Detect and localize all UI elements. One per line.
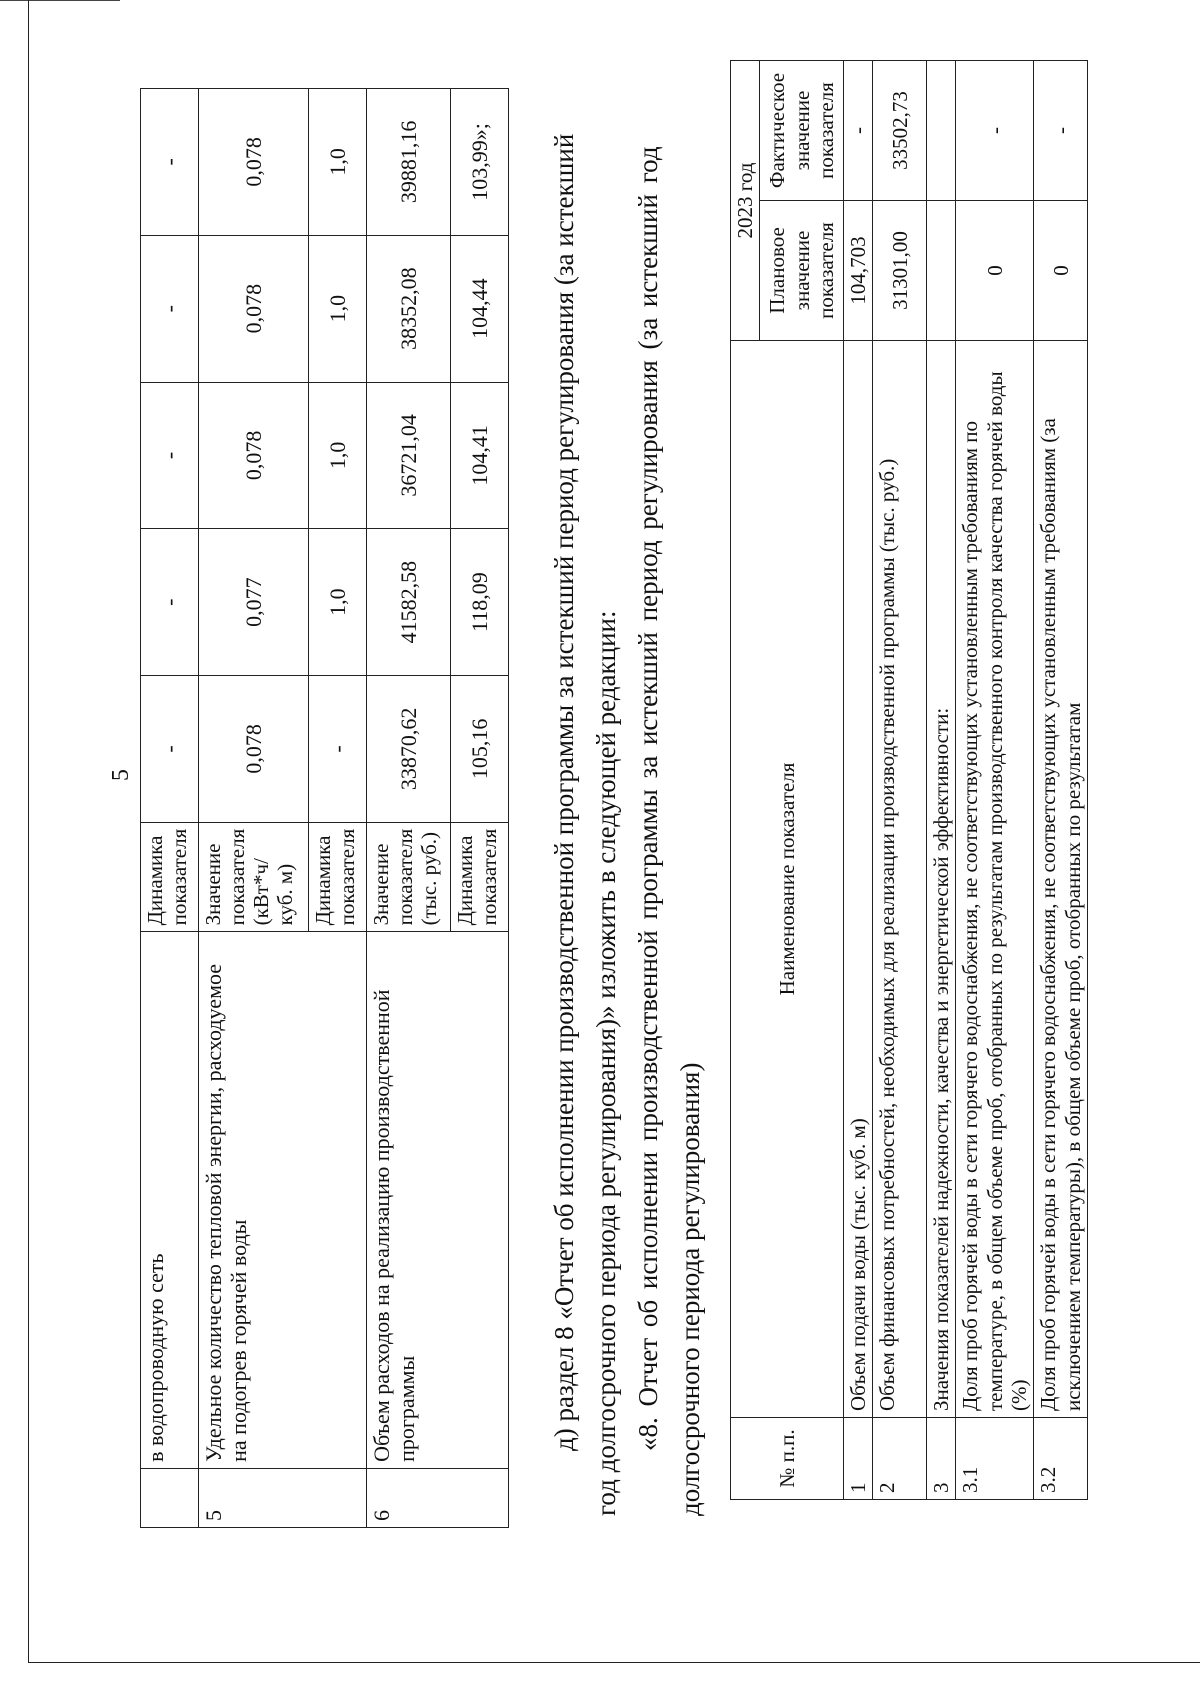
header-plan: Плановое значение показателя — [760, 201, 844, 341]
cell-fact — [927, 61, 956, 201]
cell-value: - — [141, 89, 199, 236]
row-sublabel: Значение показателя (кВт*ч/куб. м) — [199, 822, 309, 932]
cell-fact: - — [956, 61, 1034, 201]
cell-fact: - — [1034, 61, 1088, 201]
cell-plan: 0 — [1034, 201, 1088, 341]
paragraph-section-8-intro: д) раздел 8 «Отчет об исполнении производственной программы за истекший период регулирования (за истекший — [549, 133, 579, 1451]
cell-value: 1,0 — [309, 382, 367, 529]
cell-value: 104,41 — [451, 382, 509, 529]
row-name: Значения показателей надежности, качества и энергетической эффективности: — [927, 340, 956, 1417]
table-row — [141, 89, 199, 1528]
header-name: Наименование показателя — [731, 340, 844, 1417]
row-number: 1 — [844, 1418, 873, 1500]
cell-value: 1,0 — [309, 235, 367, 382]
cell-value: 1,0 — [309, 89, 367, 236]
cell-value: 33870,62 — [367, 676, 451, 823]
table-row — [844, 61, 873, 1500]
table-production-program-report — [730, 60, 1088, 1500]
row-number: 3.1 — [956, 1418, 1034, 1500]
row-sublabel: Значение показателя (тыс. руб.) — [367, 822, 451, 932]
cell-value: 0,078 — [199, 89, 309, 236]
paragraph-section-8-title: «8. Отчет об исполнении производственной программы за истекший период регулирования (за истекший год — [633, 146, 663, 1451]
cell-fact: - — [844, 61, 873, 201]
table-indicators-continued — [140, 88, 509, 1528]
cell-plan: 0 — [956, 201, 1034, 341]
header-year: 2023 год — [731, 61, 760, 341]
row-sublabel: Динамика показателя — [141, 822, 199, 932]
cell-value: 103,99»; — [451, 89, 509, 236]
cell-value: 118,09 — [451, 529, 509, 676]
cell-value: 38352,08 — [367, 235, 451, 382]
row-sublabel: Динамика показателя — [309, 822, 367, 932]
row-name: Объем финансовых потребностей, необходимых для реализации производственной программы (тыс. руб.) — [873, 340, 927, 1417]
header-num: № п.п. — [731, 1418, 844, 1500]
cell-fact: 33502,73 — [873, 61, 927, 201]
page-number: 5 — [108, 769, 134, 781]
table-row — [367, 89, 451, 1528]
cell-value: - — [141, 676, 199, 823]
row-number: 6 — [367, 1468, 509, 1527]
table-row — [1034, 61, 1088, 1500]
cell-plan — [927, 201, 956, 341]
cell-value: 105,16 — [451, 676, 509, 823]
header-fact: Фактическое значение показателя — [760, 61, 844, 201]
cell-value: - — [141, 235, 199, 382]
row-number: 3.2 — [1034, 1418, 1088, 1500]
cell-value: - — [141, 382, 199, 529]
cell-value: 0,078 — [199, 676, 309, 823]
cell-value: - — [141, 529, 199, 676]
cell-value: 0,078 — [199, 235, 309, 382]
row-name: Объем подачи воды (тыс. куб. м) — [844, 340, 873, 1417]
row-sublabel: Динамика показателя — [451, 822, 509, 932]
cell-value: 1,0 — [309, 529, 367, 676]
row-number — [141, 1468, 199, 1527]
row-number: 5 — [199, 1468, 367, 1527]
cell-value: 0,077 — [199, 529, 309, 676]
row-number: 3 — [927, 1418, 956, 1500]
cell-value: 36721,04 — [367, 382, 451, 529]
paragraph-section-8-intro-cont: год долгосрочного периода регулирования)» изложить в следующей редакции: — [591, 610, 621, 1516]
table-row — [199, 89, 309, 1528]
table-row — [927, 61, 956, 1500]
cell-value: 39881,16 — [367, 89, 451, 236]
paragraph-section-8-title-cont: долгосрочного периода регулирования) — [675, 1062, 705, 1516]
table-row — [956, 61, 1034, 1500]
table-header-row — [731, 61, 760, 1500]
cell-value: - — [309, 676, 367, 823]
cell-value: 104,44 — [451, 235, 509, 382]
cell-value: 41582,58 — [367, 529, 451, 676]
cell-plan: 104,703 — [844, 201, 873, 341]
row-name: Доля проб горячей воды в сети горячего водоснабжения, не соответствующих установленным требованиям (за исключением температуры), в общем объеме проб, отобранных по результатам — [1034, 340, 1088, 1417]
cell-value: 0,078 — [199, 382, 309, 529]
row-name: в водопроводную сеть — [141, 932, 199, 1468]
row-name: Доля проб горячей воды в сети горячего водоснабжения, не соответствующих установленным требованиям по температуре, в общем объеме проб, отобранных по результатам производственного контроля качества горячей воды (%) — [956, 340, 1034, 1417]
cell-plan: 31301,00 — [873, 201, 927, 341]
row-name: Объем расходов на реализацию производственной программы — [367, 932, 509, 1468]
row-number: 2 — [873, 1418, 927, 1500]
table-row — [873, 61, 927, 1500]
row-name: Удельное количество тепловой энергии, расходуемое на подогрев горячей воды — [199, 932, 367, 1468]
